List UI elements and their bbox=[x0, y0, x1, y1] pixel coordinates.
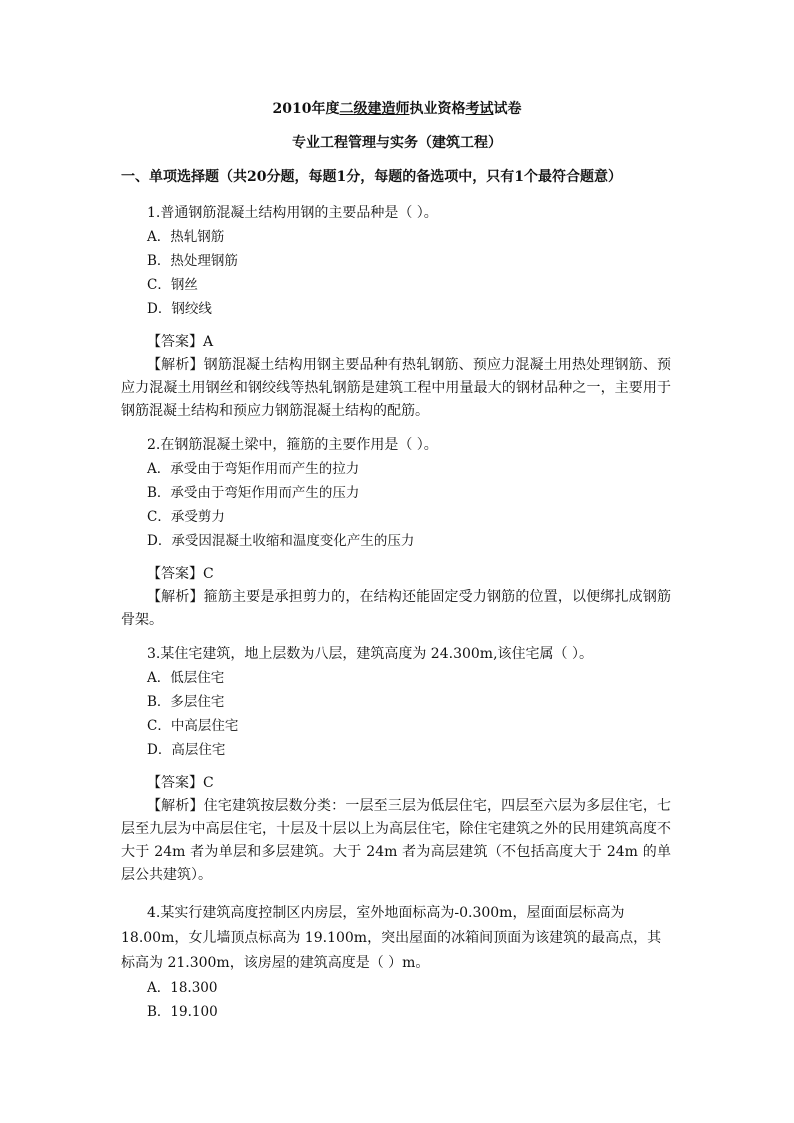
analysis-paragraph bbox=[121, 354, 671, 423]
question-stem: 1.普通钢筋混凝土结构用钢的主要品种是（ ）。 bbox=[147, 205, 438, 221]
answer-line bbox=[121, 563, 671, 586]
answer-block bbox=[121, 331, 671, 423]
option-c: C．钢丝 bbox=[147, 277, 198, 293]
answer-block bbox=[121, 772, 671, 887]
option-d: D．高层住宅 bbox=[147, 742, 226, 758]
analysis-label: 【解析】 bbox=[147, 357, 204, 373]
analysis-text: 箍筋主要是承担剪力的，在结构还能固定受力钢筋的位置，以便绑扎成钢筋骨架。 bbox=[121, 589, 672, 628]
analysis-paragraph bbox=[121, 586, 671, 632]
answer-block bbox=[121, 563, 671, 632]
question-1 bbox=[121, 201, 671, 423]
analysis-label: 【解析】 bbox=[147, 798, 204, 814]
option-d: D．钢绞线 bbox=[147, 301, 212, 317]
title-underlined-part-2: 考试 bbox=[465, 101, 494, 117]
option-a: A．承受由于弯矩作用而产生的拉力 bbox=[147, 461, 360, 477]
option-c: C．承受剪力 bbox=[147, 509, 225, 525]
analysis-text: 钢筋混凝土结构用钢主要品种有热轧钢筋、预应力混凝土用热处理钢筋、预应力混凝土用钢丝和钢绞线等热轧钢筋是建筑工程中用量最大的钢材品种之一，主要用于钢筋混凝土结构和预应力钢筋混凝土结构的配筋。 bbox=[121, 357, 672, 419]
answer-value: A bbox=[203, 334, 214, 350]
answer-label: 【答案】 bbox=[147, 566, 203, 582]
answer-line bbox=[121, 331, 671, 354]
option-a: A．低层住宅 bbox=[147, 670, 225, 686]
question-4 bbox=[121, 901, 671, 1024]
option-b: B．多层住宅 bbox=[147, 694, 225, 710]
title-year: 2010年度 bbox=[272, 101, 340, 117]
question-stem: 4.某实行建筑高度控制区内房层，室外地面标高为-0.300m，屋面面层标高为 18.00m，女儿墙顶点标高为 19.100m，突出屋面的冰箱间顶面为该建筑的最高点，其标高为 21.300m，该房屋的建筑高度是（ ）m。 bbox=[121, 905, 662, 971]
question-stem: 3.某住宅建筑，地上层数为八层，建筑高度为 24.300m,该住宅属（ ）。 bbox=[147, 646, 593, 662]
document-subtitle: 专业工程管理与实务（建筑工程） bbox=[292, 135, 502, 151]
title-suffix: 试卷 bbox=[493, 101, 522, 117]
option-b: B．19.100 bbox=[147, 1004, 218, 1020]
document-title bbox=[0, 99, 794, 119]
question-stem: 2.在钢筋混凝土梁中，箍筋的主要作用是（ ）。 bbox=[147, 437, 438, 453]
option-d: D．承受因混凝土收缩和温度变化产生的压力 bbox=[147, 533, 415, 549]
option-b: B．热处理钢筋 bbox=[147, 253, 238, 269]
title-underlined-part: 二级建造师 bbox=[339, 101, 410, 117]
option-b: B．承受由于弯矩作用而产生的压力 bbox=[147, 485, 360, 501]
section-heading: 一、单项选择题（共20分题，每题1分，每题的备选项中，只有1个最符合题意） bbox=[121, 169, 622, 185]
question-3 bbox=[121, 642, 671, 887]
answer-line bbox=[121, 772, 671, 795]
answer-label: 【答案】 bbox=[147, 334, 203, 350]
title-middle-part: 执业资格 bbox=[409, 101, 466, 117]
analysis-text: 住宅建筑按层数分类：一层至三层为低层住宅，四层至六层为多层住宅，七层至九层为中高层住宅，十层及十层以上为高层住宅，除住宅建筑之外的民用建筑高度不大于 24m 者为单层和多层建筑。大于 24m 者为高层建筑（不包括高度大于 24m 的单层公共建筑）。 bbox=[121, 798, 672, 883]
analysis-paragraph bbox=[121, 795, 671, 887]
question-2 bbox=[121, 433, 671, 632]
answer-value: C bbox=[203, 775, 214, 791]
question-list bbox=[121, 201, 671, 1034]
analysis-label: 【解析】 bbox=[147, 589, 204, 605]
option-a: A．18.300 bbox=[147, 980, 218, 996]
answer-value: C bbox=[203, 566, 214, 582]
option-c: C．中高层住宅 bbox=[147, 718, 239, 734]
answer-label: 【答案】 bbox=[147, 775, 203, 791]
option-a: A．热轧钢筋 bbox=[147, 229, 225, 245]
